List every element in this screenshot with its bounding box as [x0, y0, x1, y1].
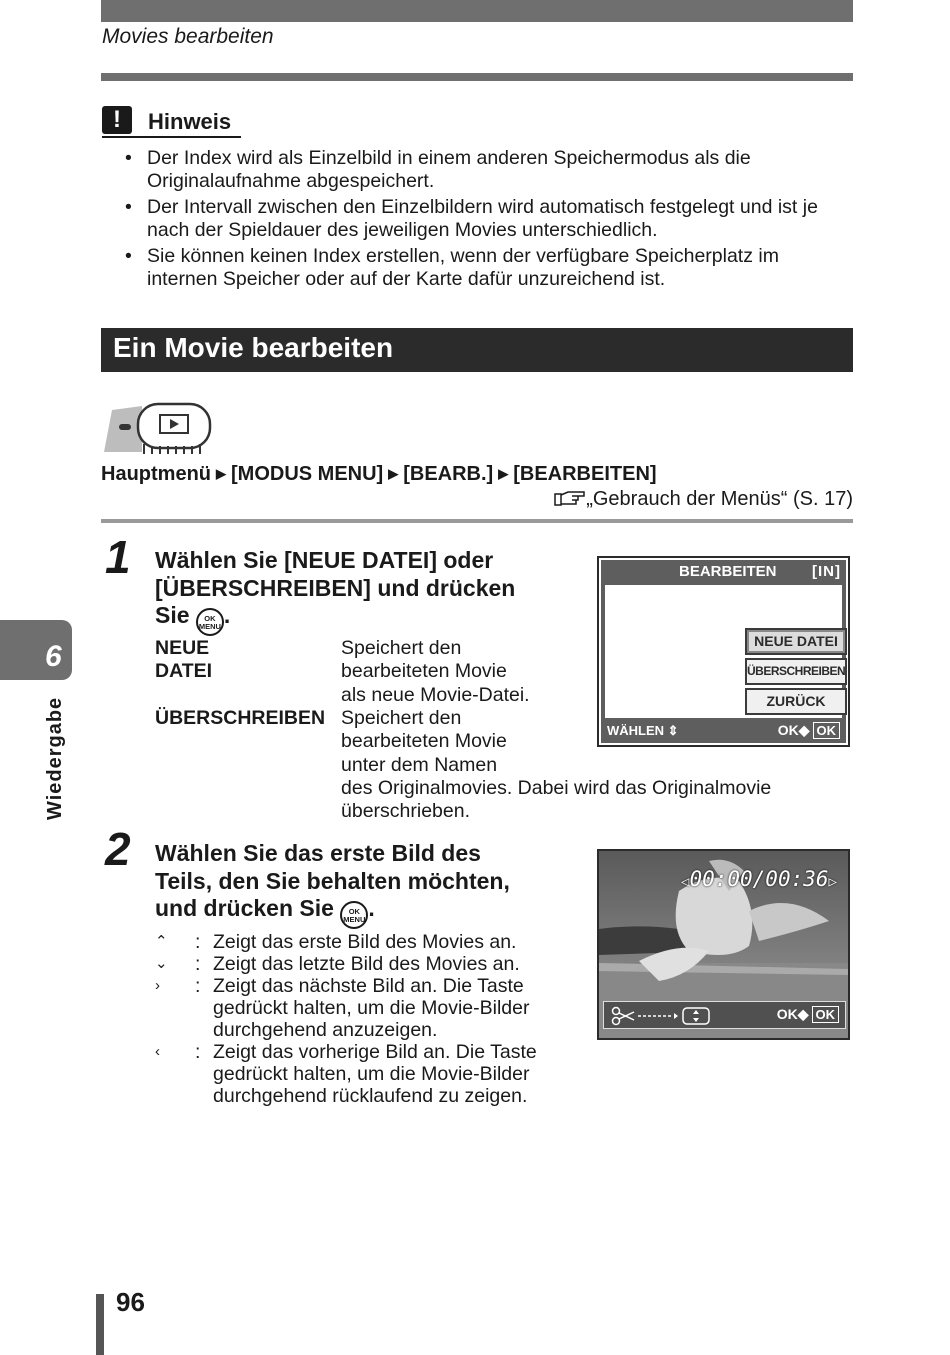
ok-menu-button-icon	[196, 608, 224, 636]
definition-term: ÜBERSCHREIBEN	[155, 706, 326, 729]
step-title-end: .	[368, 895, 375, 921]
menu-option-new-file[interactable]: NEUE DATEI	[745, 628, 847, 655]
menu-option-back[interactable]: ZURÜCK	[745, 688, 847, 715]
page-reference	[554, 488, 853, 511]
step-title-line: [ÜBERSCHREIBEN] und drücken	[155, 574, 516, 601]
colon: :	[195, 931, 201, 953]
storage-indicator: [IN]	[812, 563, 841, 580]
page-number-bar	[96, 1294, 104, 1355]
step-title-text: und drücken Sie	[155, 895, 334, 921]
key-description-line: gedrückt halten, um die Movie-Bilder	[213, 997, 530, 1019]
step-number: 1	[105, 531, 131, 583]
camera-screen-movie-frame	[597, 849, 850, 1040]
chapter-number: 6	[45, 640, 62, 673]
step-title-line: Wählen Sie [NEUE DATEI] oder	[155, 547, 494, 573]
list-item-line: Der Index wird als Einzelbild in einem anderen Speichermodus als die	[147, 147, 751, 169]
diamond-icon: ◆	[797, 1006, 809, 1022]
menu-path-item: [MODUS MENU]	[231, 463, 384, 485]
bullet-icon: •	[125, 196, 132, 218]
triangle-right-icon: ▶	[388, 466, 399, 481]
page-number: 96	[116, 1287, 145, 1317]
ok-menu-button-icon	[340, 901, 368, 929]
menu-label: MENU	[343, 915, 366, 924]
menu-path-item: [BEARB.]	[403, 463, 494, 485]
step-title	[155, 840, 575, 929]
chapter-label: Wiedergabe	[44, 696, 66, 820]
screen-footer-select	[607, 723, 679, 739]
header-rule	[101, 73, 853, 81]
bullet-icon: •	[125, 245, 132, 267]
step-title	[155, 547, 575, 636]
list-item	[125, 245, 855, 291]
ok-label: OK	[348, 907, 360, 916]
ok-label: OK	[776, 1006, 798, 1022]
timecode: 00:00/00:36	[689, 867, 829, 891]
key-description-line: gedrückt halten, um die Movie-Bilder	[213, 1063, 530, 1085]
triangle-right-icon: ▶	[216, 466, 226, 481]
select-label: WÄHLEN	[607, 723, 665, 738]
step-title-text: Sie	[155, 602, 190, 628]
scissors-icon	[610, 1004, 720, 1028]
screen-title: BEARBEITEN	[679, 563, 777, 580]
list-item-line: nach der Spieldauer des jeweiligen Movies unterschiedlich.	[147, 219, 658, 241]
page-reference-text: „Gebrauch der Menüs“ (S. 17)	[586, 488, 853, 510]
timecode-display	[681, 867, 837, 891]
diamond-icon: ◆	[798, 722, 810, 738]
screen-frame	[601, 560, 846, 743]
key-description-line: Zeigt das nächste Bild an. Die Taste	[213, 975, 524, 997]
menu-path	[101, 463, 657, 486]
triangle-right-icon: ▷	[828, 874, 837, 890]
key-description-line: Zeigt das letzte Bild des Movies an.	[213, 953, 520, 975]
section-title: Ein Movie bearbeiten	[113, 332, 394, 363]
list-item-line: Originalaufnahme abgespeichert.	[147, 170, 435, 192]
step-title-end: .	[223, 602, 231, 628]
arrow-up-icon: ⌃	[155, 933, 168, 950]
colon: :	[195, 953, 201, 975]
note-heading-label: Hinweis	[148, 109, 232, 134]
definition-line: bearbeiteten Movie	[341, 660, 507, 683]
reference-hand-icon	[554, 489, 586, 507]
step-title-line	[155, 602, 575, 636]
page-header-title: Movies bearbeiten	[102, 25, 274, 48]
colon: :	[195, 975, 201, 997]
key-description	[213, 975, 553, 1041]
ok-button-icon: OK	[812, 1006, 840, 1023]
key-description-line: Zeigt das vorherige Bild an. Die Taste	[213, 1041, 537, 1063]
key-description	[213, 931, 553, 953]
screen-body	[605, 585, 846, 718]
playback-mode-dial-icon	[102, 400, 214, 458]
note-heading	[102, 106, 241, 138]
bullet-icon: •	[125, 147, 132, 169]
definition-line: Speichert den	[341, 706, 462, 729]
ok-button-icon: OK	[813, 722, 841, 739]
colon: :	[195, 1041, 201, 1063]
definition-line: bearbeiteten Movie	[341, 730, 507, 753]
header-top-bar	[101, 0, 853, 22]
screen-footer-ok	[778, 722, 840, 739]
note-list	[125, 147, 855, 294]
section-rule	[101, 519, 853, 523]
key-description-line: durchgehend rücklaufend zu zeigen.	[213, 1085, 528, 1107]
step-title-line	[155, 895, 575, 929]
ok-label: OK	[777, 722, 799, 738]
section-header	[101, 328, 853, 372]
step-title-line: Teils, den Sie behalten möchten,	[155, 867, 510, 894]
key-description-line: durchgehend anzuzeigen.	[213, 1019, 438, 1041]
arrow-left-icon: ‹	[155, 1043, 160, 1060]
definition-line: Speichert den	[341, 637, 462, 659]
list-item-line: Sie können keinen Index erstellen, wenn der verfügbare Speicherplatz im	[147, 245, 779, 267]
menu-label: MENU	[198, 622, 221, 631]
definition-term: NEUE DATEI	[155, 637, 213, 683]
screen-footer-ok	[777, 1006, 839, 1023]
key-description	[213, 953, 553, 975]
menu-option-overwrite[interactable]: ÜBERSCHREIBEN	[745, 658, 847, 685]
definition-line: überschrieben.	[341, 800, 470, 823]
definition-line: als neue Movie-Datei.	[341, 683, 530, 706]
screen-footer	[603, 1001, 846, 1029]
list-item	[125, 147, 855, 193]
ok-label: OK	[204, 614, 216, 623]
definition-line: unter dem Namen	[341, 753, 498, 776]
camera-screen-edit-menu	[597, 556, 850, 747]
arrow-down-icon: ⌄	[155, 955, 168, 972]
triangle-right-icon: ▶	[498, 466, 509, 481]
key-description	[213, 1041, 553, 1107]
step-number: 2	[105, 823, 131, 875]
arrow-up-down-icon: ⇕	[667, 723, 679, 738]
list-item-line: internen Speicher oder auf der Karte dafür unzureichend ist.	[147, 268, 666, 290]
exclamation-icon: !	[102, 106, 132, 134]
triangle-left-icon: ◁	[681, 874, 690, 890]
definition-line: des Originalmovies. Dabei wird das Originalmovie	[341, 776, 772, 799]
arrow-right-icon: ›	[155, 977, 160, 994]
key-description-line: Zeigt das erste Bild des Movies an.	[213, 931, 517, 953]
list-item-line: Der Intervall zwischen den Einzelbildern wird automatisch festgelegt und ist je	[147, 196, 818, 218]
menu-path-item: [BEARBEITEN]	[513, 463, 657, 485]
menu-path-item: Hauptmenü	[101, 463, 211, 485]
list-item	[125, 196, 855, 242]
step-title-line: Wählen Sie das erste Bild des	[155, 840, 481, 866]
